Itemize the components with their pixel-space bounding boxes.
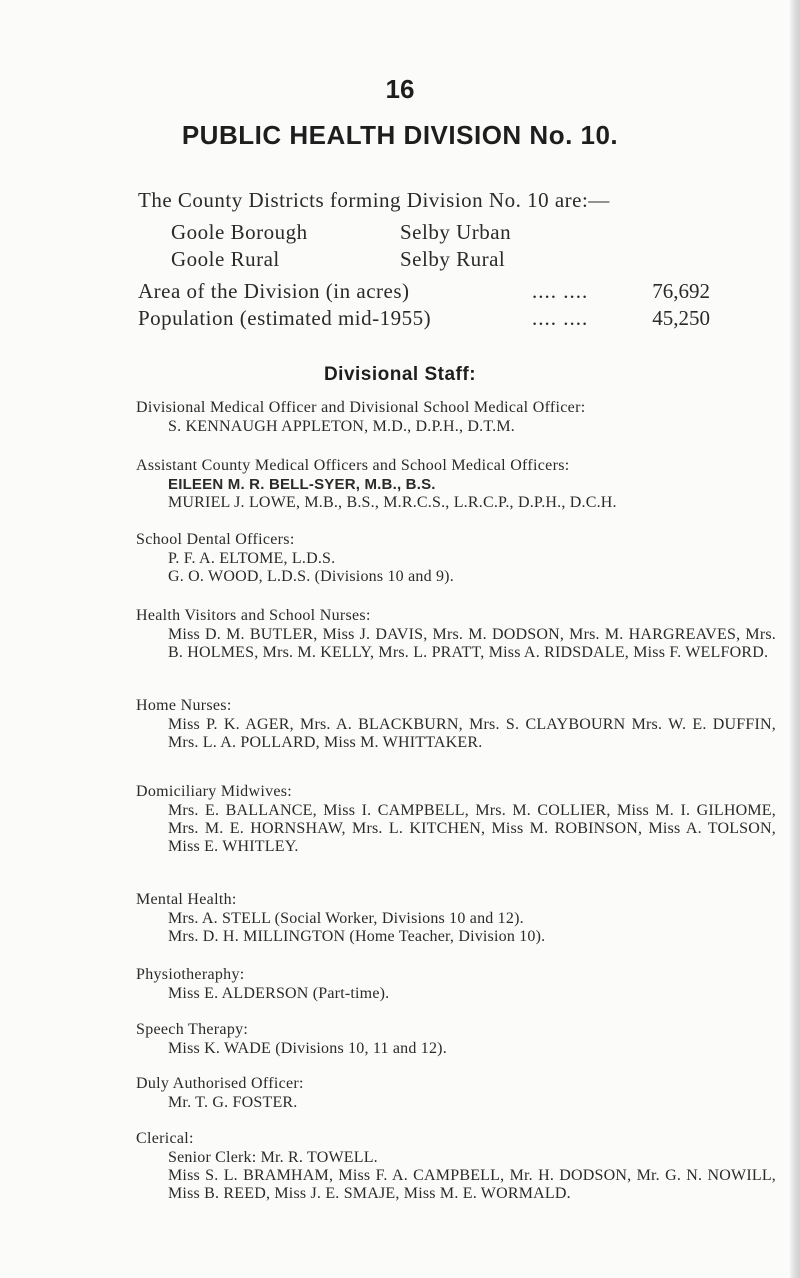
section-heading: Domiciliary Midwives: xyxy=(136,783,293,800)
staff-heading: Divisional Staff: xyxy=(323,364,477,385)
district-goole-borough: Goole Borough xyxy=(171,220,308,244)
staff-entry: S. KENNAUGH APPLETON, M.D., D.P.H., D.T.M. xyxy=(168,418,515,435)
staff-entry: Miss P. K. AGER, Mrs. A. BLACKBURN, Mrs. S. CLAYBOURN Mrs. W. E. DUFFIN, Mrs. L. A. POLLARD, Miss M. WHITTAKER. xyxy=(168,716,776,751)
population-leader: .... .... xyxy=(532,306,589,330)
section-heading: Home Nurses: xyxy=(136,697,232,714)
section-school-dental-officers xyxy=(136,530,776,586)
section-domiciliary-midwives xyxy=(136,782,776,856)
population-label: Population (estimated mid-1955) xyxy=(138,306,432,330)
section-duly-authorised-officer xyxy=(136,1074,776,1112)
section-mental-health xyxy=(136,890,776,946)
district-goole-rural: Goole Rural xyxy=(171,247,280,271)
area-label: Area of the Division (in acres) xyxy=(138,279,410,303)
section-heading: Mental Health: xyxy=(136,891,237,908)
section-heading: Speech Therapy: xyxy=(136,1021,249,1038)
staff-entry: EILEEN M. R. BELL-SYER, M.B., B.S. xyxy=(168,476,436,493)
page-number: 16 xyxy=(385,74,415,104)
section-health-visitors xyxy=(136,606,776,662)
section-divisional-medical-officer xyxy=(136,398,776,436)
staff-entry: Mrs. A. STELL (Social Worker, Divisions 10 and 12). xyxy=(168,910,524,927)
section-heading: Health Visitors and School Nurses: xyxy=(136,607,371,624)
section-heading: School Dental Officers: xyxy=(136,531,295,548)
section-heading: Duly Authorised Officer: xyxy=(136,1075,304,1092)
area-leader: .... .... xyxy=(532,279,589,303)
staff-entry: Miss K. WADE (Divisions 10, 11 and 12). xyxy=(168,1040,447,1057)
staff-entry: Miss E. ALDERSON (Part-time). xyxy=(168,985,390,1002)
section-heading: Assistant County Medical Officers and School Medical Officers: xyxy=(136,457,570,474)
section-home-nurses xyxy=(136,696,776,752)
section-heading: Divisional Medical Officer and Divisional School Medical Officer: xyxy=(136,399,586,416)
page-edge xyxy=(790,0,800,1278)
staff-entry: MURIEL J. LOWE, M.B., B.S., M.R.C.S., L.R.C.P., D.P.H., D.C.H. xyxy=(168,494,617,511)
district-selby-rural: Selby Rural xyxy=(400,247,506,271)
page-title: PUBLIC HEALTH DIVISION No. 10. xyxy=(181,120,619,150)
section-heading: Physiotheraphy: xyxy=(136,966,245,983)
section-assistant-medical-officers xyxy=(136,456,776,512)
section-speech-therapy xyxy=(136,1020,776,1058)
staff-entry: P. F. A. ELTOME, L.D.S. xyxy=(168,550,336,567)
staff-entry: Miss S. L. BRAMHAM, Miss F. A. CAMPBELL, Mr. H. DODSON, Mr. G. N. NOWILL, Miss B. REED, Miss J. E. SMAJE, Miss M. E. WORMALD. xyxy=(168,1167,776,1202)
staff-entry: Mr. T. G. FOSTER. xyxy=(168,1094,298,1111)
staff-entry: Miss D. M. BUTLER, Miss J. DAVIS, Mrs. M. DODSON, Mrs. M. HARGREAVES, Mrs. B. HOLMES, Mrs. M. KELLY, Mrs. L. PRATT, Miss A. RIDSDALE, Miss F. WELFORD. xyxy=(168,626,776,661)
section-clerical xyxy=(136,1129,776,1203)
staff-entry: Mrs. D. H. MILLINGTON (Home Teacher, Division 10). xyxy=(168,928,546,945)
district-selby-urban: Selby Urban xyxy=(400,220,512,244)
staff-entry: G. O. WOOD, L.D.S. (Divisions 10 and 9). xyxy=(168,568,454,585)
section-physiotherapy xyxy=(136,965,776,1003)
area-value: 76,692 xyxy=(652,279,710,303)
staff-entry: Mrs. E. BALLANCE, Miss I. CAMPBELL, Mrs. M. COLLIER, Miss M. I. GILHOME, Mrs. M. E. HORNSHAW, Mrs. L. KITCHEN, Miss M. ROBINSON, Miss A. TOLSON, Miss E. WHITLEY. xyxy=(168,802,776,855)
staff-entry: Senior Clerk: Mr. R. TOWELL. xyxy=(168,1149,378,1166)
section-heading: Clerical: xyxy=(136,1130,194,1147)
intro-text: The County Districts forming Division No. 10 are:— xyxy=(138,188,610,212)
population-value: 45,250 xyxy=(652,306,710,330)
